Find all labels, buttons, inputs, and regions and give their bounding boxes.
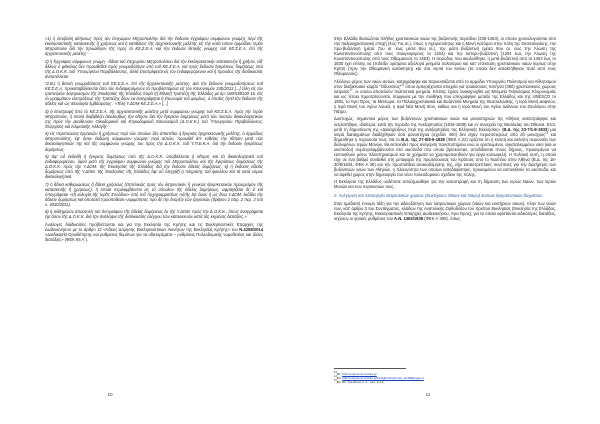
page-11-body xyxy=(334,36,556,223)
page-11 xyxy=(300,0,600,424)
page-number: 11 xyxy=(425,392,431,397)
crete-dodecanese-paragraph xyxy=(45,222,263,242)
text-run: Ἀνάλογες διαδικασίες προβλέπονται και για την Εκκλησία της Κρήτης και τις Εκκλησιαστικές Επαρχίες της Δωδεκανήσου με το άρθρο 12 «Άδειες Δόμησης Εκκλησιαστικών Ακινήτων της Εκκλησίας Κρήτης» του xyxy=(45,221,263,232)
text-run: Αξιόλογο μέρος των ναών αυτών, καταγράφηκε και παρουσιάζεται από το αρμόδιο Υπουργείο Πολιτισμού και Αθλητισμού στον διαδικτυακό κόμβο "Οδυσσεύς" xyxy=(334,78,556,89)
destruction-paragraph xyxy=(334,116,556,177)
footnote-text: Βλ. xyxy=(336,376,343,380)
section-heading: 2. Ανέγερση και Λειτουργία λατρευτικών χώρων (Ευκτήριων Οίκων και Ναών) λοιπών θρησκευτικών δογμάτων xyxy=(334,192,543,198)
legal-clause-2b: *2.Β.) ἡ θετικὴ γνωμοδότησις τοῦ ΚΕ.Σ.Ε.Α. ἐπὶ τῆς ἀρχιτεκτονικῆς μελέτης. Διὰ τὴν ἔκδοσιν γνωμοδοτήσεως τοῦ ΚΕ.Σ.Ε.Α. προκαταβάλλονται ἀπὸ τὸν ἐνδιαφερόμενον τὰ προβλεπόμενα εἰς τὸν Κανονισμὸν 245/2013 [...] τέλη εἰς τὸν τραπεζικὸν λογαριασμὸν τῆς Ἐκκλησίας τῆς Ἑλλάδος παρὰ τῇ Ἐθνικῇ Τραπέζῃ τῆς Ἑλλάδος μὲ ἀρ. 040/558100-16. Εἰς τὸ γραμμάτιον εἰσπράξεως τῆς Τραπέζης δέον να ἀναγράφηται ἡ ἐπωνυμία τοῦ φορέως, ὁ ὁποῖος ζητεῖ τὴν ἔκδοσιν τῆς ἀδείας καὶ ὡς αἰτιολογία ἐμβάσματος : «Τέλη Υ.ΔΟΜ-ΚΕ.Σ.Ε.Α.» [...] xyxy=(45,81,263,107)
page-10-body xyxy=(45,36,263,244)
footnote-number: 13 xyxy=(334,370,337,374)
legal-clause-7: 7) ἡ ἄδεια καθιερώσεως ἢ ἄδεια χρήσεως (ἐπιτελικῶς πρὸς τὸν λατρευτικὸν ἢ γενικῶς θρησκευτικὸν προορισμὸν τῆς κατασκευῆς ἢ χρήσεως), ἡ ὁποία περιλαμβάνεται εἰς τὸ σύνολον τῆς ἀδείας δομήσεως, σφραγίζεται δι' ὃ καὶ ὑπογράφεται «τῇ εὐλογίᾳ τῆς Ἱερᾶς Συνόδου» ὑπὸ τοῦ Ἀρχιγραμματέως Αὐτῆς ἐφ' ὅσον ἡ ὡς ἄνω Υ.ΔΟΜ. ἐκδίδει τὴν ἄδειαν δομήσεως καὶ ἀποτελεῖ προϋπόθεσιν νομιμότητος πρὸ δὲ τὴν ἔναρξιν τῶν ἐργασιῶν (ἄρθρον 2 παρ. 2 περ. 2 τοῦ ν. 4030/2011). xyxy=(45,181,264,207)
footnote-link[interactable]: http://odysseus.culture.gr/h/2/gh240.jsp?obj_id=88&page=1 xyxy=(342,376,424,380)
footnote-number: 14 xyxy=(334,374,337,378)
text-run: «Διαδικασία Οριοθέτησης και ρυθμίσεις θεμάτων για τα υδατορέματα – ρυθμίσεις Πολεοδομικής νομοθεσίας και άλλες διατάξεις» (ΦΕΚ 94 Α΄). xyxy=(45,231,263,242)
footnote-number: 15 xyxy=(334,378,337,382)
legal-clause-5-6: 5) ἀφ' οὗ ἐκδοθῇ ἡ ἔγκρισις δομήσεως ὑπὸ τῆς Δ.Ο.Κ.Κ. ὑποβάλλεται ἡ αἴτησις καὶ τὰ δικαιολογητικὰ τοῦ ἐνδιαφερομένου, ὁμοῦ μετὰ τῆς ἐγγράφου συμφώνου γνώμης τοῦ Μητροπολίτου καὶ τῆς ἐγκρίσεως δομήσεως τῆς Δ.Ο.Κ.Κ. πρὸς τὴν Υ.ΔΟΜ. τῆς Ἐκκλησίας τῆς Ἑλλάδος διὰ τὴν ἔκδοσιν ἀδείας δομήσεως. 6) ἡ ἔκδοσις ἀδείας δομήσεως ὑπὸ τῆς Υ.ΔΟΜ. τῆς Ἐκκλησίας τῆς Ἑλλάδος ἀφ' οὗ ἐλεγχθῇ ἡ πληρότης τοῦ φακέλου καὶ τὰ κατὰ νόμον δικαιολογητικά. xyxy=(45,153,263,180)
byzantine-churches-paragraph: Στην Ελλάδα διασώζεται πλήθος χριστιανικών ναών της βυζαντινής περιόδου (330-1453), οι οποίοι χρονολογούνται από την παλαιοχριστιανική εποχή (4ος-7ος αι.), όπως η Αχειροποίητος και η Μονή Λατόμου στην πόλη της Θεσσαλονίκης, την προ-βυζαντινή (μέσα 7ου αι. έως μέσα 9ου αι.), την μέση βυζαντινή (μέσα 9ου αι. έως την Άλωση της Κωνσταντινούπολης από τους σταυροφόρους το 1204) και την ύστερο-βυζαντινή (1204 έως την Άλωση της Κωνσταντινούπολης από τους Οθωμανούς το 1453). Η περίοδος που ακολούθησε, η μετά-βυζαντινή από το 1453 έως το 1830 έχει επίσης να επιδείξει ορισμένα αξιόλογα μνημεία πολιτισμού και κατ' επέκταση χριστιανικών ναών κυρίως στην Κρήτη (πριν την Οθωμανική κατάκτηση) και στα νησιά του Ιονίου (τα οποία δεν κατακτήθηκαν ποτέ από τους Οθωμανούς). xyxy=(334,36,556,77)
legal-clause-2: 2) ἡ ἔγγραφος σύμφωνος γνώμη - ἄδεια τοῦ ἐπιχωρίου Μητροπολίτου διὰ τὴν ἐκκλησιαστικὴν κατασκευὴν ἢ χρῆσιν, εἰδ' ἄλλως ὁ φάκελος δὲν προωθεῖται πρὸς γνωμοδότησιν ὑπὸ τοῦ ΚΕ.Σ.Ε.Α. καὶ πρὸς ἔκδοσιν ἐγκρίσεως δομήσεως ὑπὸ τῆς Δ.Ο.Κ.Κ. τοῦ Ὑπουργείου Περιβάλλοντος, ἀλλὰ ἐπιστρέφεται εἰς τὸν ἐνδιαφερόμενον καὶ ἡ πρόοδος τῆς διαδικασίας ἀναστέλλεται· xyxy=(45,58,263,79)
decree-reference: Β.Δ. της 27-5/8-6-1836 xyxy=(401,136,445,142)
footnote-15 xyxy=(334,380,554,384)
footnote-divider xyxy=(334,368,406,369)
legal-clause-3: 3) ἡ ἐπιστροφὴ ἀπὸ τὸ ΚΕ.Σ.Ε.Α. τῆς ἀρχιτεκτονικῆς μελέτης μετὰ συμφώνου γνώμης τοῦ ΚΕ.Σ.Ε.Α. πρὸς τὴν Ἱερὰν Μητρόπολιν, ἡ ὁποία διαβιβάζει ἀκολούθως τὴν αἴτησιν διὰ τὴν ἔγκρισιν δομήσεως μετὰ τῶν λοιπῶν δικαιολογητικῶν της πρὸς τὴν Διεύθυνσιν Οἰκοδομικοῦ καὶ Κτιριοδομικοῦ Κανονισμοῦ (Δ.Ο.Κ.Κ.) τοῦ Ὑπουργείου Περιβάλλοντος, Ἐνεργείας καὶ Κλιματικῆς Ἀλλαγῆς· xyxy=(45,108,263,129)
worship-licensing-paragraph xyxy=(334,201,556,221)
footnote-text: Βλ. Σπ. Τρωιάνος ό. π., σελ. 2.1.4. xyxy=(336,380,385,384)
footnote-text: Βλ. xyxy=(336,372,343,376)
text-run: Στην ημεδαπή έννομη τάξη για την αδειοδότηση των λατρευτικών χώρων (ναών και ευκτήριων οίκων), πλην των ναών των, κατ' άρθρο 3 του Συντάγματος, κλάδων της Ανατολικής Ορθοδόξου του Χριστού Εκκλησίας (Εκκλησία της Ελλάδος, Εκκλησία της Κρήτης, Εκκλησιαστικές Επαρχίες Δωδεκανήσου, Άγιο Όρος), για τα οποία υφίστανται ειδικότερες διατάξεις, ισχύουν οι γενικές ρυθμίσεις του xyxy=(334,200,556,221)
law-reference: Ν.4258/2014 xyxy=(239,226,263,232)
text-run: Δυστυχώς, σημαντικό μέρος των βυζαντινών χριστιανικών ναών και μοναστηριών της Αθήνας κατεστράφηκε και λεηλατήθηκε, ιδιαίτερα, κατά την περίοδο της Ανεξαρτησίας (1818-1838) και εν συνεχεία της Βασιλείας του Όθωνα. Έτσι, μετά τη δημοσίευση της «Διακηρύξεως περί της ανεξαρτησίας της Ελληνικής Εκκλησίας» ( xyxy=(334,116,556,132)
text-run: και δημεύθηκε η περιουσία τους. Με το xyxy=(334,131,557,142)
footnotes xyxy=(334,372,554,384)
text-run: , οι οποίοι αποτελούν πολιτιστικά μνημεία. Επίσης έχουν ανακηρυχθεί ως Μνημεία Παγκόσμιας Κληρονομιάς και ως τέτοια προστατεύονται, σύμφωνα με την συνθήκη που υπογράφηκε μεταξύ της Ελλάδος και της UNESCO το 1981, το Άγιο Όρος, τα Μετέωρα, τα Παλαιοχριστιανικά και Βυζαντινά Μνημεία της Θεσσαλονίκης, η Ιερά Μονή Δαφνίου, η Ιερά Μονή του Αγίου Λουκά, η Ιερά Νέα Μονή Χίου, καθώς και η Ιερά Μονή του Αγίου Ιωάννου του Θεολόγου στην Πάτμο. xyxy=(334,88,556,115)
text-run: (ΦΕΚ Α΄305), όπως xyxy=(423,215,461,221)
text-run: ) μια σειρά διαταγμάτων διαδέχθηκαν όσα μοναστήρια (σχεδόν 400) δεν είχαν περισσότερους από έξι μοναχούς xyxy=(334,126,556,137)
legal-clause-8: 8) ἡ αὐθημερὸν ἀποστολὴ τοῦ ἀντιγράφου τῆς ἀδείας δομήσεως ἐκ τῆς Υ.ΔΟΜ. πρὸς τὴν Δ.Ο.Κ.Κ., ὅπως ἀναγράφεται ἐφ' ὅσον τῆς Δ.Ο.Κ.Κ. διὰ τὴν ἀνάληψιν τῆς διαδικασίας ἐλέγχου τῶν κατασκευῶν κατὰ τὰς κειμένας διατάξεις.» xyxy=(45,209,263,220)
compensation-paragraph: Η Εκκλησία της Ελλάδος ουδέποτε αποζημιώθηκε για την καταστροφή και τη δήμευση των Ιερών Ναών, των Ιερών Μονών και των περιουσιών τους. xyxy=(334,179,556,190)
law-reference: Α.Ν. 1363/1938 xyxy=(394,215,424,221)
legal-clause-4: 4) εἰς περιπτώσεις ἐργασιῶν ἢ χρήσεως περὶ τῶν ὁποίων δὲν ἀπαιτεῖται ἡ ἔγκρισις ἀρχιτεκτονικῆς μελέτης, ὁ ἁρμόδιος Μητροπολίτης, ἐφ' ὅσον ἐκδώσῃ σύμφωνον γνώμην περὶ αὐτῶν, προωθεῖ ἀπ' εὐθείας τὴν αἴτησιν μετὰ τῶν δικαιολογητικῶν της καὶ τῆς συμφώνου γνώμης του πρὸς τὴν Δ.Ο.Κ.Κ. τοῦ Υ.Π.Ε.Κ.Α. διὰ τὴν ἔκδοσιν ἐγκρίσεως δομήσεως· xyxy=(45,131,263,152)
text-run: (ΦΕΚ Α΄22) ορίζεται ότι η κινητή και ακίνητη περιουσία των διαλυμένων Ιερών Μονών, θα εκποιηθεί προς ανέγερση πανεπιστημίου ενώ οι ερειπωμένοι, εγκαταλειμμένοι ναοί (και οι οικόπεδοι) συμπεριλαμβάνονται στα οικόπεδα στα οποία βρίσκονταν, αποδίδονται στους δήμους, προκειμένου να εκποιηθούν μέσω πλειστηριασμού και τα χρήματα να χρησιμοποιηθούν για έργα κοινωφελή. Η πολιτική αυτή, η οποία είχε σε ένα βαθμό συνδεθεί στη μεταφορά της πρωτεύουσας του Κράτους από το Ναύπλιο στην Αθήνα (Β.Δ. της 18-30/9/1834, ΦΕΚ Α΄36) και την προσπάθεια ανοικοδόμησης της, είχε καταστρεπτικές συνέπειες για την διατήρηση των βυζαντινών ναών των Αθηνών, η πλειονότητα των οποίων κατεδαφίστηκε, προκειμένου να εκποιηθούν τα οικόπεδα, και να αφεθεί χώρος στην δημιουργία του νέου πολεοδομικού σχεδίου της πόλης. xyxy=(334,136,556,177)
page-number: 10 xyxy=(107,392,113,397)
text-run: όπου εμπεριέχονται στοιχεία για τριακόσιους πενήντα (350) χριστιανικούς χώρους λατρείας xyxy=(334,83,556,94)
decree-reference: Β.Δ. της 23-7/1-8-1833 xyxy=(503,126,548,132)
footnote-ref[interactable]: 15 xyxy=(545,131,549,135)
monuments-paragraph xyxy=(334,79,556,114)
legal-clause-1: «1) ἡ ὑποβολὴ αἰτήσεως πρὸς τὸν ἐπιχώριον Μητροπολίτην διὰ τὴν ἔκδοσιν ἐγγράφου συμφώνου γνώμης περὶ τῆς ἐκκλησιαστικῆς κατασκευῆς ἢ χρήσεως καὶ ἡ κατάθεσις τῆς ἀρχιτεκτονικῆς μελέτης εἰς τὴν κατὰ τόπον ἁρμοδίαν Ἱερὰν Μητρόπολιν διὰ τὴν προώθησιν τῆς πρὸς τὸ ΚΕ.Σ.Ε.Α. καὶ τὴν ἔκδοσιν θετικῆς γνώμης τοῦ ΚΕ.Σ.Ε.Α. ἐπὶ τῆς ἀρχιτεκτονικῆς μελέτης· xyxy=(45,36,263,57)
footnote-ref[interactable]: 13 xyxy=(401,83,405,87)
footnote-link[interactable]: http://odysseus.culture.gr xyxy=(342,372,377,376)
footnote-ref[interactable]: 14 xyxy=(349,88,353,92)
